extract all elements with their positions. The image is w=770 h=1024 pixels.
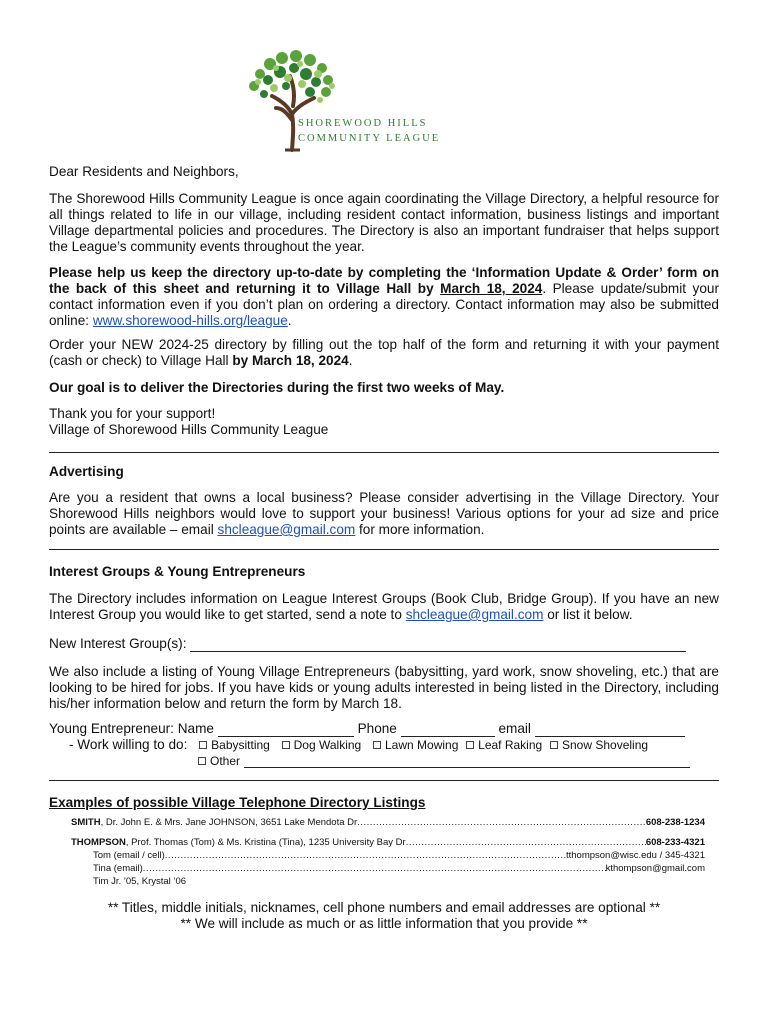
option-snow-shoveling: Snow Shoveling bbox=[561, 738, 649, 752]
option-leaf-raking: Leaf Raking bbox=[478, 738, 543, 752]
work-option[interactable] bbox=[546, 738, 648, 752]
ye-phone-field[interactable] bbox=[401, 724, 495, 737]
order-text: Order your NEW 2024-25 directory by filling out the top half of the form and returning it with your payment (cash or check) to Village Hall bbox=[49, 337, 719, 368]
new-group-row bbox=[49, 636, 719, 652]
intro-paragraph: The Shorewood Hills Community League is once again coordinating the Village Directory, a helpful resource for all things related to life in our village, including resident contact information, business listings and important Village departmental policies and procedures. The Directory is also an important fundraiser that helps support the League’s community events throughout the year. bbox=[49, 191, 719, 254]
work-label: - Work willing to do: bbox=[69, 737, 188, 752]
children-line: Tim Jr. ’05, Krystal ’06 bbox=[93, 876, 187, 887]
leader-dots bbox=[143, 862, 606, 875]
interest-text: The Directory includes information on League Interest Groups (Book Club, Bridge Group). If you have an new Interest Group you would like to get started, send a note to bbox=[49, 591, 719, 622]
work-option[interactable] bbox=[274, 738, 362, 752]
young-entrepreneur-paragraph: We also include a listing of Young Village Entrepreneurs (babysitting, yard work, snow shoveling, etc.) that are looking to be hired for jobs. If you have kids or young adults interested in being listed in the Directory, including his/her information below and return the form by March 18. bbox=[49, 664, 719, 711]
advertising-heading: Advertising bbox=[49, 464, 124, 479]
new-group-label: New Interest Group(s): bbox=[49, 636, 187, 651]
interest-text-end: or list it below. bbox=[547, 607, 633, 622]
work-option[interactable] bbox=[365, 738, 458, 752]
work-option[interactable] bbox=[462, 738, 542, 752]
advertising-text: Are you a resident that owns a local business? Please consider advertising in the Village Directory. Your Shorewood Hills neighbors would love to support your business! Various options for your ad size and price points are available – email bbox=[49, 490, 719, 537]
work-options-row bbox=[69, 737, 648, 752]
examples-heading: Examples of possible Village Telephone Directory Listings bbox=[49, 795, 426, 810]
advertising-text-end: for more information. bbox=[359, 522, 485, 537]
option-lawn-mowing: Lawn Mowing bbox=[385, 738, 459, 752]
tina-contact: kthompson@gmail.com bbox=[605, 863, 705, 874]
thompson-phone: 608-233-4321 bbox=[645, 837, 705, 848]
divider bbox=[49, 452, 719, 453]
order-deadline: by March 18, 2024 bbox=[232, 353, 349, 368]
other-work-field[interactable] bbox=[244, 755, 690, 768]
option-other: Other bbox=[210, 754, 241, 768]
signature-line: Village of Shorewood Hills Community League bbox=[49, 422, 329, 437]
ye-name-field[interactable] bbox=[218, 724, 354, 737]
smith-details: , Dr. John E. & Mrs. Jane JOHNSON, 3651 Lake Mendota Dr bbox=[100, 817, 358, 828]
footer-note-2: ** We will include as much or as little information that you provide ** bbox=[180, 916, 588, 931]
checkbox-icon[interactable] bbox=[466, 741, 474, 749]
goal-statement bbox=[49, 380, 719, 396]
smith-surname: SMITH bbox=[71, 817, 101, 828]
advertising-email-link[interactable]: shcleague@gmail.com bbox=[217, 522, 356, 537]
order-end: . bbox=[348, 353, 353, 368]
option-babysitting: Babysitting bbox=[211, 738, 270, 752]
ye-phone-label: Phone bbox=[357, 721, 397, 736]
greeting: Dear Residents and Neighbors, bbox=[49, 164, 239, 179]
listing-thompson bbox=[71, 836, 705, 888]
help-rest-text: . Please update/submit your contact information even if you don’t plan on ordering a directory. Contact information may also be submitted online: bbox=[49, 281, 719, 328]
checkbox-icon[interactable] bbox=[282, 741, 290, 749]
ye-email-field[interactable] bbox=[535, 724, 685, 737]
league-logo bbox=[240, 46, 480, 154]
thompson-details: , Prof. Thomas (Tom) & Ms. Kristina (Tina), 1235 University Bay Dr bbox=[125, 837, 406, 848]
logo-line-2: COMMUNITY LEAGUE bbox=[298, 133, 441, 144]
tom-contact: tthompson@wisc.edu / 345-4321 bbox=[565, 850, 705, 861]
logo-line-1: SHOREWOOD HILLS bbox=[298, 118, 428, 129]
new-group-field[interactable] bbox=[190, 639, 686, 652]
order-paragraph bbox=[49, 337, 719, 369]
interest-heading: Interest Groups & Young Entrepreneurs bbox=[49, 564, 306, 579]
tom-label: Tom (email / cell) bbox=[93, 850, 165, 861]
checkbox-icon[interactable] bbox=[550, 741, 558, 749]
checkbox-icon[interactable] bbox=[199, 741, 207, 749]
help-paragraph bbox=[49, 265, 719, 329]
interest-email-link[interactable]: shcleague@gmail.com bbox=[405, 607, 544, 622]
checkbox-icon[interactable] bbox=[198, 757, 206, 765]
work-option[interactable] bbox=[191, 738, 270, 752]
work-other-row bbox=[190, 753, 690, 768]
thanks-line: Thank you for your support! bbox=[49, 406, 216, 421]
help-bold-text: Please help us keep the directory up-to-date by completing the ‘Information Update & Order’ form on the back of this sheet and returning it to Village Hall by bbox=[49, 265, 719, 296]
leader-dots bbox=[165, 849, 566, 862]
ye-email-label: email bbox=[498, 721, 531, 736]
ye-name-label: Young Entrepreneur: Name bbox=[49, 721, 214, 736]
footer-note-1: ** Titles, middle initials, nicknames, cell phone numbers and email addresses are optional ** bbox=[107, 900, 661, 915]
leader-dots bbox=[357, 816, 646, 829]
deadline-date: March 18, 2024 bbox=[440, 281, 543, 296]
smith-phone: 608-238-1234 bbox=[645, 817, 705, 828]
leader-dots bbox=[406, 836, 646, 849]
tina-label: Tina (email) bbox=[93, 863, 143, 874]
checkbox-icon[interactable] bbox=[373, 741, 381, 749]
thompson-surname: THOMPSON bbox=[71, 837, 126, 848]
divider bbox=[49, 549, 719, 550]
league-website-link[interactable]: www.shorewood-hills.org/league bbox=[92, 313, 288, 328]
listing-smith bbox=[71, 816, 705, 829]
divider bbox=[49, 780, 719, 781]
young-entrepreneur-row bbox=[49, 721, 719, 737]
advertising-paragraph bbox=[49, 490, 719, 538]
work-option-other[interactable] bbox=[190, 754, 240, 768]
option-dog-walking: Dog Walking bbox=[293, 738, 362, 752]
interest-paragraph bbox=[49, 591, 719, 623]
goal-text: Our goal is to deliver the Directories during the first two weeks of May. bbox=[49, 380, 505, 395]
help-end: . bbox=[287, 313, 292, 328]
